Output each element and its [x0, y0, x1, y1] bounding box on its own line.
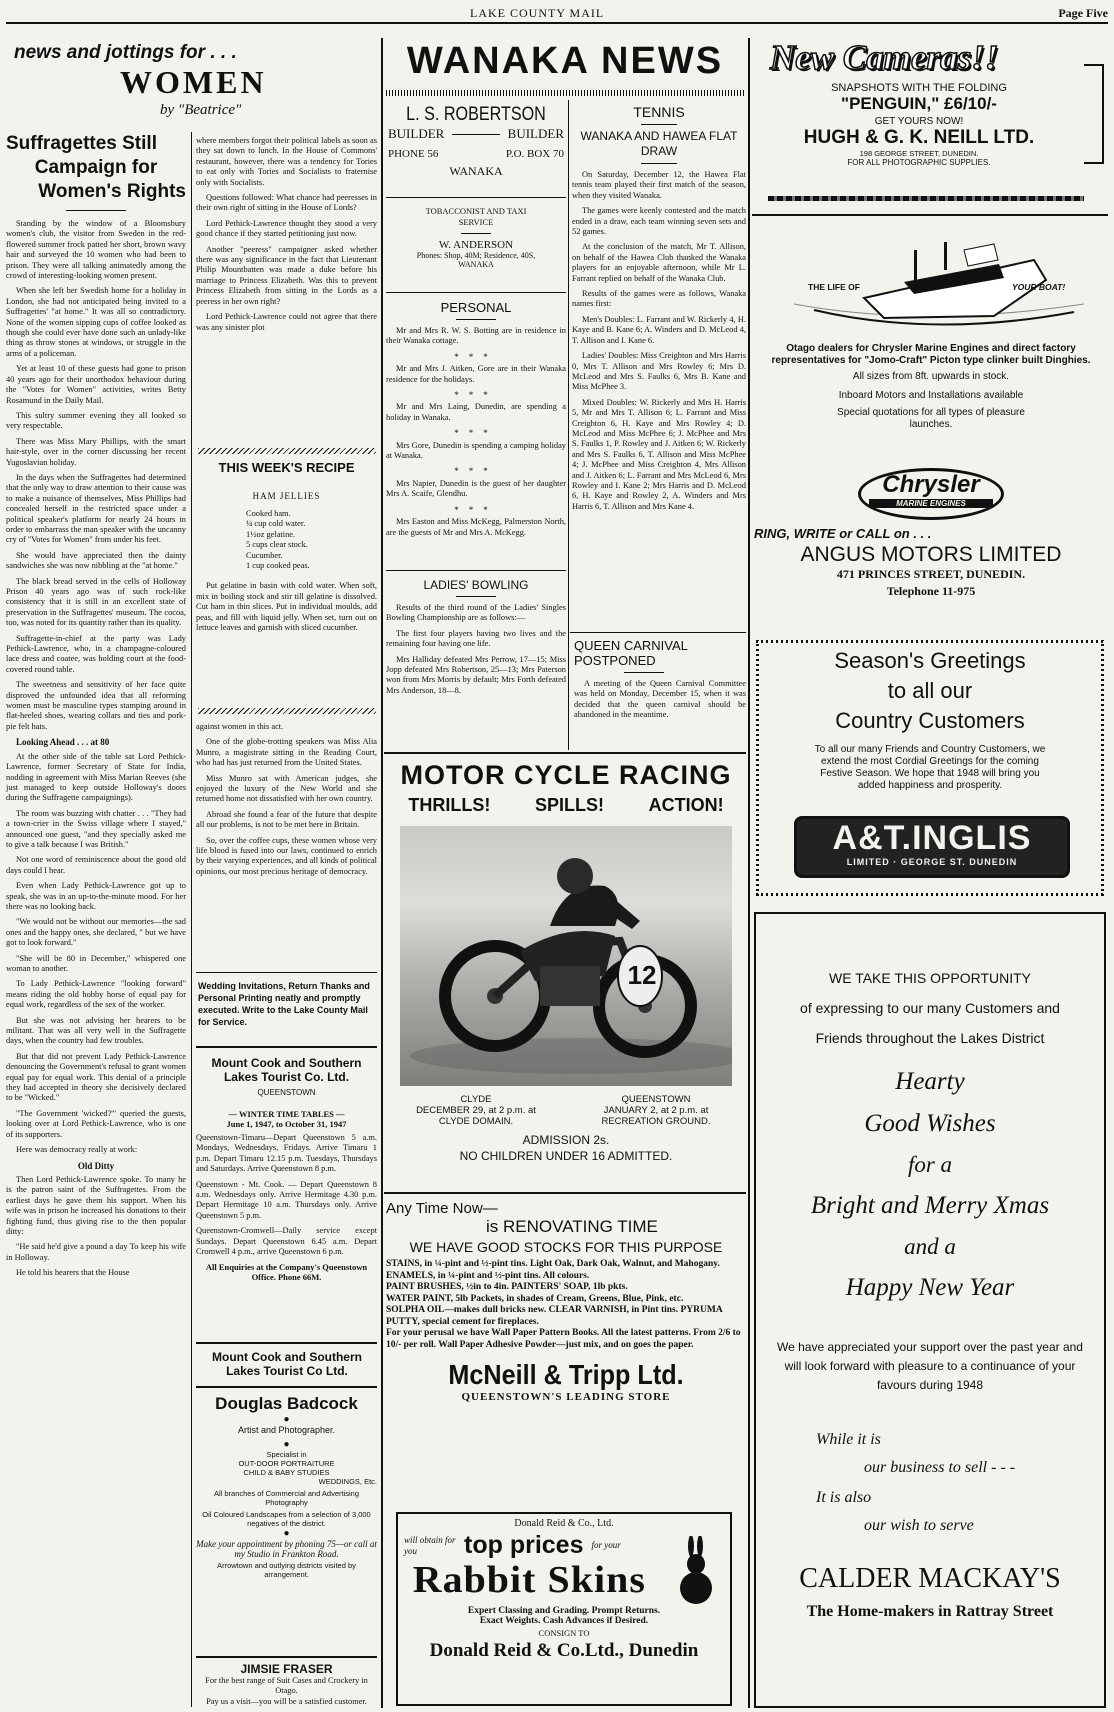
anderson-name: W. ANDERSON [438, 239, 514, 251]
badcock-oil: Oil Coloured Landscapes from a selection of 3,000 negatives of the district. [202, 1510, 371, 1528]
personal-item: Mrs Gore, Dunedin is spending a camping holiday at Wanaka. [386, 440, 566, 461]
mcneill-item: STAINS, in ¼-pint and ½-pint tins. Light Oak, Dark Oak, Walnut, and Mahogany. [386, 1259, 720, 1269]
carnival-section [574, 638, 746, 726]
calder-good-wishes: Good Wishes [864, 1110, 996, 1137]
calder-line-3: Friends throughout the Lakes District [815, 1030, 1045, 1046]
badcock-ad [196, 1394, 377, 1579]
paragraph: Here was democracy really at work: [16, 1145, 138, 1155]
paragraph: The room was buzzing with chatter . . . "They had a town-crier in the Swiss village where I stayed," announced one guest, "and they specially asked me to give a talk because I was British." [6, 808, 186, 849]
divider [196, 1046, 377, 1048]
recipe-box [196, 460, 377, 638]
rabbit-expert: Expert Classing and Grading. Prompt Returns. [467, 1606, 661, 1616]
children-notice: NO CHILDREN UNDER 16 ADMITTED. [459, 1149, 673, 1163]
queenstown-place: QUEENSTOWN [621, 1094, 691, 1105]
paragraph: Another "peeress" campaigner asked whether there was any significance in the fact that Lieutenant Philip Mountbatten was made a duke before his marriage to Princess Elizabeth. Was this to prevent Princess Elizabeth from sitting in the Lords as a peeress in her own right? [196, 244, 377, 306]
cameras-supplies: FOR ALL PHOTOGRAPHIC SUPPLIES. [847, 158, 991, 167]
divider-stars: *** [454, 428, 498, 439]
paragraph: Suffragette-in-chief at the party was Lady Pethick-Lawrence, who, in a champagne-coloured lace dress and coatee, was holding court at the food-covered round table. [6, 633, 186, 674]
inglis-greet-3: Country Customers [835, 708, 1025, 733]
calder-for-a: for a [907, 1152, 953, 1177]
bullet: ● [283, 1414, 290, 1425]
divider [196, 1386, 377, 1388]
jimsie-line-2: Pay us a visit—you will be a satisfied customer. [206, 1696, 367, 1706]
cameras-ad [754, 38, 1108, 202]
divider [752, 214, 1108, 216]
timetable-entry: Queenstown-Timaru—Depart Queenstown 5 a.m. Mondays, Wednesdays, Fridays. Arrive Timaru 1 p.m. Depart Timaru 12.15 p.m. Tuesdays, Thursdays and Saturdays. Arrive Queenstown 8 p.m. [196, 1133, 377, 1174]
tennis-item: On Saturday, December 12, the Hawea Flat tennis team played their first match of the season, when they visited Wanaka. [572, 170, 746, 200]
printing-ad: Wedding Invitations, Return Thanks and Personal Printing neatly and promptly executed. Write to the Lake County Mail for Service. [198, 981, 370, 1027]
women-column-2 [196, 136, 377, 338]
personal-item: Mrs Easton and Miss McKegg, Palmerston North, are the guests of Mr and Mrs A. McKegg. [386, 517, 566, 537]
mcneill-item: For your perusal we have Wall Paper Pattern Books. All the latest patterns. From 2/6 to 10/- per roll. Wall Paper Adhesive Powder—just mix, and on goes the paper. [386, 1328, 741, 1350]
personal-item: Mr and Mrs Laing, Dunedin, are spending a holiday in Wanaka. [386, 402, 566, 422]
paragraph: "We would not be without our memories—the sad ones and the happy ones, she declared, " but we have got to look forward." [6, 917, 186, 948]
calder-line-1: WE TAKE THIS OPPORTUNITY [829, 970, 1031, 986]
bullet: ● [283, 1528, 290, 1539]
paragraph: against women in this act. [196, 722, 284, 731]
recipe-name: HAM JELLIES [252, 491, 321, 501]
inglis-greet-1: Season's Greetings [834, 648, 1026, 673]
boat-illustration [754, 220, 1108, 338]
life-of-left: THE LIFE OF [808, 282, 860, 292]
looking-ahead-subhead: Looking Ahead . . . at 80 [16, 737, 110, 748]
paragraph: Then Lord Pethick-Lawrence spoke. To many he is the patron saint of the Suffragettes. From the earliest days he gave them his support. When his wife was in prison he increased his donations to their fighting fund, thus giving rise to the then popular ditty: [6, 1174, 186, 1236]
personal-item: Mr and Mrs J. Aitken, Gore are in their Wanaka residence for the holidays. [386, 364, 566, 384]
rabbit-skins-title: Rabbit Skins [412, 1559, 646, 1601]
ingredient: Cooked ham. [246, 509, 291, 518]
robertson-phone: PHONE 56 [388, 148, 439, 160]
thrills-text: THRILLS! [408, 795, 491, 815]
bowling-title: LADIES' BOWLING [423, 578, 529, 592]
rabbit-consign: CONSIGN TO [538, 1628, 590, 1638]
inglis-logo [794, 816, 1070, 878]
admission: ADMISSION 2s. [522, 1133, 610, 1147]
paragraph: So, over the coffee cups, these women whose very life blood is fused into our laws, continued to enrich by their varying experiences, and all kinds of political opinions, our most precious heritage of democracy. [196, 835, 377, 876]
calder-and-a: and a [904, 1234, 956, 1259]
queenstown-venue: RECREATION GROUND. [601, 1116, 711, 1127]
mcneill-tagline: QUEENSTOWN'S LEADING STORE [461, 1391, 671, 1403]
paragraph: Even when Lady Pethick-Lawrence got up to speak, she was in an up-to-the-minute mood. For her there was no looking back. [6, 881, 186, 911]
women-column-1 [6, 132, 186, 1284]
robertson-left: BUILDER [388, 126, 445, 141]
badcock-line: WEDDINGS, Etc. [318, 1477, 377, 1486]
paragraph: He told his hearers that the House [16, 1268, 130, 1278]
rabbit-company: Donald Reid & Co., Ltd. [514, 1518, 614, 1529]
women-title: WOMEN [120, 64, 267, 100]
paragraph: Not one word of reminiscence about the good old days could I hear. [6, 855, 186, 875]
carnival-text: A meeting of the Queen Carnival Committee was held on Monday, December 15, when it was decided that the queen carnival should be abandoned in the meantime. [574, 679, 746, 720]
divider-stars: *** [454, 351, 498, 362]
divider [196, 1342, 377, 1344]
carnival-title: QUEEN CARNIVAL POSTPONED [574, 638, 688, 668]
rabbit-skins-ad [396, 1512, 732, 1706]
column-rule-1 [191, 132, 192, 1707]
mount-cook-enquiries: All Enquiries at the Company's Queenstown Office. Phone 66M. [205, 1262, 368, 1283]
divider [570, 632, 746, 633]
women-article-part-1 [6, 219, 186, 1279]
bullet: ● [283, 1439, 290, 1450]
chrysler-address: 471 PRINCES STREET, DUNEDIN. [836, 567, 1026, 581]
paragraph: Questions followed: What chance had peeresses in their own right of sitting in the House of Lords? [196, 193, 377, 213]
timetable-title: — WINTER TIME TABLES — [228, 1109, 345, 1119]
tennis-item: The games were keenly contested and the match ended in a draw, each team winning seven sets and 52 games. [572, 206, 746, 237]
paragraph: To Lady Pethick-Lawrence "looking forward" means riding the old hobby horse of equal pay for equal work, regardless of the sex of the worker. [6, 979, 186, 1010]
badcock-appointment: Make your appointment by phoning 75—or call at my Studio in Frankton Road. [196, 1539, 377, 1559]
robertson-box: P.O. BOX 70 [505, 148, 564, 160]
mount-cook-place: QUEENSTOWN [257, 1088, 316, 1097]
bowling-item: Results of the third round of the Ladies' Singles Bowling Championship are as follows:— [386, 603, 566, 623]
calder-new-year: Happy New Year [845, 1274, 1015, 1301]
mcneill-item: SOLPHA OIL—makes dull bricks new. CLEAR VARNISH, in Pint tins. PYRUMA PUTTY, special cement for fireplaces. [386, 1305, 723, 1327]
cameras-address: 198 GEORGE STREET, DUNEDIN. [859, 149, 979, 158]
divider [196, 1656, 377, 1658]
ingredient: ¼ cup cold water. [246, 519, 306, 529]
paragraph: At the other side of the table sat Lord Pethick-Lawrence, former Secretary of State for India, nodding in agreement with Miss Marian Reeves (she just managed to keep outside Holloway's doors during the Suffragette campaignings). [6, 751, 186, 803]
calder-appreciate: We have appreciated your support over the past year and will look forward with pleasure to a continuance of your favours during 1948 [777, 1340, 1083, 1392]
mount-cook-footer: Mount Cook and Southern Lakes Tourist Co Ltd. [212, 1350, 362, 1378]
timetable-entry: Queenstown - Mt. Cook. — Depart Queenstown 8 a.m. Wednesdays only. Arrive Hermitage 4.30 p.m. Depart Hermitage 10 a.m. Thursdays only. Arrive Queenstown 5 p.m. [196, 1179, 377, 1220]
paragraph: This sultry summer evening they all looked so very respectable. [6, 410, 186, 431]
rabbit-will: will obtain for you [404, 1534, 456, 1556]
rabbit-icon [672, 1536, 716, 1606]
calder-mackay-ad [754, 912, 1106, 1708]
mcneill-item: WATER PAINT, 5lb Packets, in shades of Cream, Greens, Blue, Pink, etc. [386, 1293, 684, 1304]
mcneill-lead-2: is RENOVATING TIME [486, 1217, 658, 1236]
wanaka-title-rule [386, 90, 744, 96]
masthead-rule [6, 22, 1108, 24]
calder-s3: It is also [816, 1489, 872, 1506]
tennis-item: At the conclusion of the match, Mr T. Allison, on behalf of the Hawea Club thanked the Wanaka players for an enjoyable afternoon, while Mr L. Farrant replied on behalf of the Wanaka Club. [572, 242, 746, 283]
inglis-ad [756, 640, 1104, 896]
calder-s2: our business to sell - - - [864, 1459, 1016, 1476]
paragraph: There was Miss Mary Phillips, with the smart hair-style, over in the corner discussing her recent Yugoslavian holiday. [6, 436, 186, 467]
ingredient: 5 cups clear stock. [246, 540, 308, 550]
chrysler-sizes: All sizes from 8ft. upwards in stock. [852, 371, 1010, 382]
column-rule-3 [748, 38, 750, 1708]
cameras-bottom-band [768, 196, 1084, 201]
inglis-greet-2: to all our [887, 678, 973, 703]
cameras-bracket [1084, 64, 1104, 164]
divider [386, 570, 566, 571]
paragraph: Yet at least 10 of these guests had gone to prison 40 years ago for their unorthodox behaviour during the "Votes for Women" activities, writes Betty Rosamund in the Daily Mail. [6, 364, 186, 405]
inglis-logo-sub: LIMITED · GEORGE ST. DUNEDIN [846, 857, 1018, 867]
mcneill-name: McNeill & Tripp Ltd. [448, 1359, 684, 1390]
motorcycle-ad [386, 760, 746, 1163]
badcock-role: Artist and Photographer. [237, 1425, 336, 1435]
rabbit-exact: Exact Weights. Cash Advances if Desired. [479, 1616, 649, 1626]
anderson-service: TOBACCONIST AND TAXI SERVICE [425, 206, 527, 227]
mcneill-stocks: WE HAVE GOOD STOCKS FOR THIS PURPOSE [409, 1239, 723, 1255]
personal-section [386, 300, 566, 543]
mcneill-ad [386, 1200, 746, 1403]
personal-item: Mrs Napier, Dunedin is the guest of her daughter Mrs A. Scaife, Glendhu. [386, 478, 566, 499]
tennis-subtitle: WANAKA AND HAWEA FLAT DRAW [580, 129, 738, 158]
timetable-entry: Queenstown-Cromwell—Daily service except Sundays. Depart Queenstown 6.45 a.m. Depart Cromwell 4 p.m., arrive Queenstown 6 p.m. [196, 1226, 377, 1257]
jimsie-name: JIMSIE FRASER [240, 1662, 333, 1676]
divider [386, 197, 566, 198]
calder-name: CALDER MACKAY'S [799, 1563, 1061, 1594]
paragraph: But she was not advising her hearers to be militant. That was all very well in the Suffragette days, when the country had few troubles. [6, 1015, 186, 1046]
personal-title: PERSONAL [440, 300, 512, 315]
column-rule-4 [568, 100, 569, 750]
divider [196, 972, 377, 973]
tennis-item: Mixed Doubles: W. Rickerly and Mrs H. Harris 5, Mr and Mrs T. Allison 6; L. Farrant and Miss Creighton 6, H. Kaye and Mrs Rowley 4; D. McLeod and Miss McPhee 6; J. McPhee and Mrs S. Faulks 1, P. Rowley and J. Aitken 6; W. Rickerly and Mrs S. Faulks 6, T. Allison and Miss McPhee 4; J. McPhee and Miss Creighton 4, Mrs Allison and J. Aitken 6; L. Farrant and Mrs McLeod 6, Mrs Rowley and I. Kane 2; Mrs Harris and D. McLeod 6, H. Kaye and Rowley 2, A. Winders and Mrs Harris 6, T. Allison and Mrs Kane 4. [572, 397, 746, 511]
paragraph: Abroad she found a fear of the future that despite all our problems, is not to be met here in Britain. [196, 809, 377, 830]
personal-item: Mr and Mrs R. W. S. Botting are in residence in their Wanaka cottage. [386, 326, 566, 346]
wanaka-news-title: WANAKA NEWS [406, 40, 724, 82]
masthead-paper-name: LAKE COUNTY MAIL [470, 6, 605, 20]
bowling-item: The first four players having two lives and the remaining four having one life. [386, 628, 566, 649]
cameras-get: GET YOURS NOW! [874, 116, 964, 127]
bike-number: 12 [627, 960, 657, 990]
women-article-part-2 [196, 136, 377, 333]
divider-stars: *** [454, 504, 498, 515]
column-rule-2 [381, 38, 383, 1708]
queenstown-date: JANUARY 2, at 2 p.m. at [603, 1105, 709, 1116]
cameras-snapshots: SNAPSHOTS WITH THE FOLDING [831, 82, 1007, 94]
paragraph: Lord Pethick-Lawrence thought they stood a very good chance if they started petitioning just now. [196, 218, 377, 239]
robertson-right: BUILDER [507, 126, 564, 141]
cameras-title: New Cameras!! [770, 38, 999, 77]
jimsie-ad [196, 1662, 377, 1707]
paragraph: Miss Munro sat with American judges, she enjoyed the luxury of the New World and she returned home not dissatisfied with her own country. [196, 773, 377, 804]
badcock-branches: All branches of Commercial and Advertising Photography [213, 1489, 360, 1507]
anderson-town: WANAKA [458, 260, 494, 269]
chrysler-logo [858, 468, 1004, 520]
calder-s4: our wish to serve [864, 1517, 974, 1534]
recipe-ingredients [196, 509, 377, 571]
jimsie-line-1: For the best range of Suit Cases and Crockery in Otago. [205, 1676, 368, 1696]
chrysler-ring: RING, WRITE or CALL on . . . [754, 526, 932, 541]
women-kicker: news and jottings for . . . [14, 42, 237, 63]
chrysler-ad [754, 220, 1108, 598]
recipe-method: Put gelatine in basin with cold water. When soft, mix in boiling stock and stir till gelatine is dissolved. Cut ham in thin slices. Put in individual moulds, add peas, and fill with liquid jelly. When set, turn out on lettuce leaves and garnish with sliced cucumber. [196, 581, 377, 633]
mount-cook-title: Mount Cook and Southern Lakes Tourist Co. Ltd. [211, 1056, 362, 1084]
rabbit-footer: Donald Reid & Co.Ltd., Dunedin [429, 1640, 699, 1661]
inglis-body: To all our many Friends and Country Customers, we extend the most Cordial Greetings for the coming Festive Season. We hope that 1948 will bring you added happiness and prosperity. [814, 744, 1046, 791]
spills-text: SPILLS! [534, 795, 604, 815]
chrysler-phone: Telephone 11-975 [886, 584, 976, 598]
chrysler-inboard: Inboard Motors and Installations available [838, 390, 1024, 401]
inglis-logo-text: A&T.INGLIS [832, 819, 1032, 857]
bowling-section [386, 578, 566, 701]
mcneill-item: PAINT BRUSHES, ½in to 4in. PAINTERS' SOAP, 1lb pkts. [386, 1282, 628, 1292]
paragraph: "The Government 'wicked?'" queried the guests, looking over at Lord Pethick-Lawrence, who is one of its supporters. [6, 1108, 186, 1139]
women-byline: by "Beatrice" [160, 102, 242, 118]
bowling-item: Mrs Halliday defeated Mrs Perrow, 17—15; Miss Jopp defeated Mrs Robertson, 25—13; Mrs Paterson won from Mrs Morris by default; Mrs Forth defeated Mrs Anderson, 18—8. [386, 654, 566, 695]
calder-tagline: The Home-makers in Rattray Street [806, 1603, 1054, 1620]
tennis-item: Men's Doubles: L. Farrant and W. Rickerly 4, H. Kaye and B. Kane 6; A. Winders and D. McLeod 4, T. Allison and I. Kane 6. [572, 314, 746, 345]
calder-s1: While it is [816, 1431, 881, 1448]
timetable-dates: June 1, 1947, to October 31, 1947 [226, 1119, 347, 1129]
paragraph: The sweetness and sensitivity of her face quite disproved the unfounded idea that all reforming women must be masculine types stamping around in flat-heeled shoes, wearing collars and ties and pork-pie felt hats. [6, 680, 186, 731]
chrysler-logo-sub: MARINE ENGINES [869, 499, 993, 508]
mcneill-item: ENAMELS, in ¼-pint and ½-pint tins. All colours. [386, 1270, 590, 1281]
paragraph: "He said he'd give a pound a day To keep his wife in Holloway. [6, 1242, 186, 1262]
calder-hearty: Hearty [895, 1068, 965, 1095]
paragraph: In the days when the Suffragettes had determined that the only way to draw attention to their cause was to make a nuisance of themselves, Miss Phillips had concealed herself in the restricted space under a political speaker's platform for nearly 24 hours in order to embarrass the man speaker with the uncanny cry of "Votes for Women" from under his feet. [6, 472, 186, 545]
paragraph: Standing by the window of a Bloomsbury women's club, the visitor from Sweden in the red-flowered summer frock patted her short, brown wavy hair and surveyed the 10 women who had been to prison. They were all talking animatedly among the crowd of interesting-looking women present. [6, 219, 186, 281]
paragraph: One of the globe-trotting speakers was Miss Alia Munro, a magistrate sitting in the Reading Court, who had has just returned from the United States. [196, 737, 377, 768]
women-headline-2: Campaign for [34, 157, 158, 178]
badcock-specialist: Specialist in [266, 1450, 307, 1459]
anderson-ad [388, 206, 564, 269]
tennis-title: TENNIS [633, 104, 685, 120]
ingredient: Cucumber. [246, 550, 283, 560]
badcock-name: Douglas Badcock [215, 1394, 358, 1413]
mount-cook-ad [196, 1056, 377, 1282]
paragraph: But that did not prevent Lady Pethick-Lawrence denouncing the Government's refusal to grant women equal pay for equal work. This denial of a principle they had accepted in theory she decisively declared to be "Wicked." [6, 1051, 186, 1103]
badcock-line: CHILD & BABY STUDIES [243, 1468, 330, 1477]
clyde-event [396, 1094, 556, 1127]
rabbit-for: for your [591, 1540, 621, 1550]
clyde-place: CLYDE [460, 1094, 492, 1105]
women-headline-3: Women's Rights [38, 181, 186, 202]
motorcycle-rider-image [400, 826, 732, 1086]
tennis-item: Ladies' Doubles: Miss Creighton and Mrs Harris 0, Mrs T. Allison and Mrs Rowley 6; Mrs D. McLeod and Mrs S. Faulks 6, Mrs B. Kane and Miss McPhee 3. [572, 351, 746, 392]
masthead-page-number: Page Five [1058, 6, 1108, 20]
divider [384, 1192, 746, 1194]
paragraph: When she left her Swedish home for a holiday in London, she had not anticipated being invited to a Suffragettes' "at home." It was all so contradictory. None of the women sipping cups of coffee looked as though she could ever have done such an unlady-like thing as throw stones at windows, or struggle in the arms of a policeman. [6, 286, 186, 358]
dash [452, 134, 499, 142]
queenstown-event [576, 1094, 736, 1127]
divider-stars: *** [454, 466, 498, 477]
old-ditty-subhead: Old Ditty [77, 1160, 115, 1171]
paragraph: Lord Pethick-Lawrence could not agree that there was any sinister plot [196, 312, 377, 332]
divider-stars: *** [454, 390, 498, 401]
chrysler-logo-text: Chrysler [882, 471, 980, 498]
timetable-entries [196, 1133, 377, 1257]
calder-merry-xmas: Bright and Merry Xmas [810, 1192, 1050, 1219]
clyde-date: DECEMBER 29, at 2 p.m. at [416, 1105, 536, 1116]
cameras-company: HUGH & G. K. NEILL LTD. [803, 127, 1035, 148]
chrysler-dealers: Otago dealers for Chrysler Marine Engines and direct factory representatives for "Jomo-Craft" Picton type clinker built Dinghies. [771, 343, 1091, 366]
ingredient: 1 cup cooked peas. [246, 561, 310, 571]
badcock-arrowtown: Arrowtown and outlying districts visited by arrangement. [217, 1561, 356, 1579]
calder-line-2: of expressing to our many Customers and [800, 1000, 1060, 1016]
chrysler-special: Special quotations for all types of pleasure launches. [837, 407, 1025, 430]
life-of-right: YOUR BOAT! [1012, 282, 1066, 292]
divider [386, 292, 566, 293]
paragraph: She would have appreciated then the dainty sandwiches she was now nibbling at the "at home." [6, 550, 186, 571]
mcneill-lead-1: Any Time Now— [386, 1200, 498, 1217]
tennis-section [572, 104, 746, 517]
badcock-line: OUT-DOOR PORTRAITURE [238, 1459, 335, 1468]
anderson-phones: Phones: Shop, 40M; Residence, 40S, [416, 251, 536, 260]
paragraph: The black bread served in the cells of Holloway Prison 40 years ago was of such rock-like consistency that it is still in an excellent state of preservation in the Suffragettes' museum. The cocoa, too, was noted for its quantity rather than its quality. [6, 576, 186, 628]
tennis-item: Results of the games were as follows, Wanaka names first: [572, 289, 746, 309]
paragraph: "She will be 80 in December," whispered one woman to another. [6, 953, 186, 973]
divider [384, 752, 746, 754]
robertson-town: WANAKA [449, 164, 503, 178]
recipe-top-border [198, 448, 376, 454]
motorcycle-title: MOTOR CYCLE RACING [400, 760, 732, 790]
chrysler-company: ANGUS MOTORS LIMITED [800, 543, 1062, 566]
action-text: ACTION! [648, 795, 724, 815]
motorcycle-photo [400, 826, 732, 1086]
cameras-penguin: "PENGUIN," £6/10/- [841, 94, 997, 113]
ingredient: 1½oz gelatine. [246, 529, 296, 539]
clyde-venue: CLYDE DOMAIN. [438, 1116, 514, 1127]
robertson-name: L. S. ROBERTSON [406, 104, 546, 125]
robertson-ad [388, 104, 564, 179]
rabbit-top-prices: top prices [464, 1531, 584, 1559]
recipe-bottom-border [198, 708, 376, 714]
paragraph: where members forgot their political labels as soon as they sat down to lunch. In the House of Commons' restaurant, however, there was a tendency for Tories to eat only with Tories and Socialists to fraternise only with Socialists. [196, 136, 377, 187]
women-headline-1: Suffragettes Still [6, 133, 157, 154]
women-article-part-3 [196, 722, 377, 882]
recipe-title: THIS WEEK'S RECIPE [218, 460, 355, 475]
